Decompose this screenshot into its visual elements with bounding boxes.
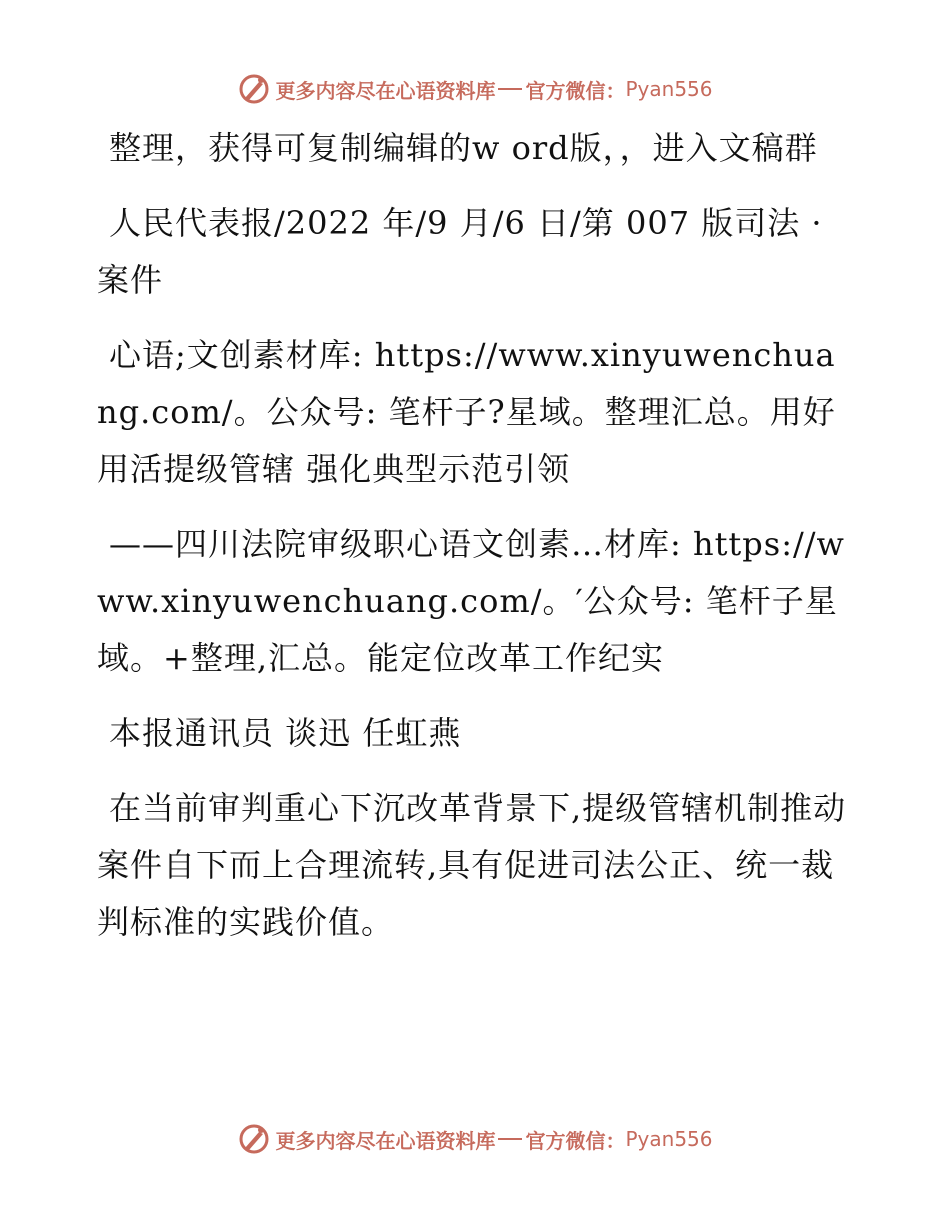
pen-swirl-icon [237,72,271,106]
paragraph: 在当前审判重心下沉改革背景下,提级管辖机制推动案件自下而上合理流转,具有促进司法公正、统一裁判标准的实践价值。 [97,789,847,941]
banner-wechat-label: 官方微信： [525,1128,626,1153]
paragraph: 心语;文创素材库: https://www.xinyuwenchuang.com/。公众号: 笔杆子?星域。整理汇总。用好用活提级管辖 强化典型示范引领 [97,336,836,488]
banner-wechat-label: 官方微信： [525,78,626,103]
banner-dash [498,1138,522,1140]
pen-swirl-icon [237,1122,271,1156]
footer-banner [0,1122,950,1156]
paragraph: 本报通讯员 谈迅 任虹燕 [109,714,462,752]
banner-dash [498,88,522,90]
paragraph: 人民代表报/2022 年/9 月/6 日/第 007 版司法 · 案件 [97,204,823,299]
banner-wechat-id: Pyan556 [625,77,713,101]
paragraph: 整理，获得可复制编辑的w ord版，，进入文稿群 [109,129,818,167]
document-body [97,120,849,969]
banner-wechat-id: Pyan556 [625,1127,713,1151]
header-banner [0,72,950,106]
banner-text: 更多内容尽在心语资料库 [275,1128,496,1153]
banner-text: 更多内容尽在心语资料库 [275,78,496,103]
paragraph: ——四川法院审级职心语文创素…材库: https://www.xinyuwenchuang.com/。′公众号: 笔杆子星域。+整理,汇总。能定位改革工作纪实 [97,525,845,677]
